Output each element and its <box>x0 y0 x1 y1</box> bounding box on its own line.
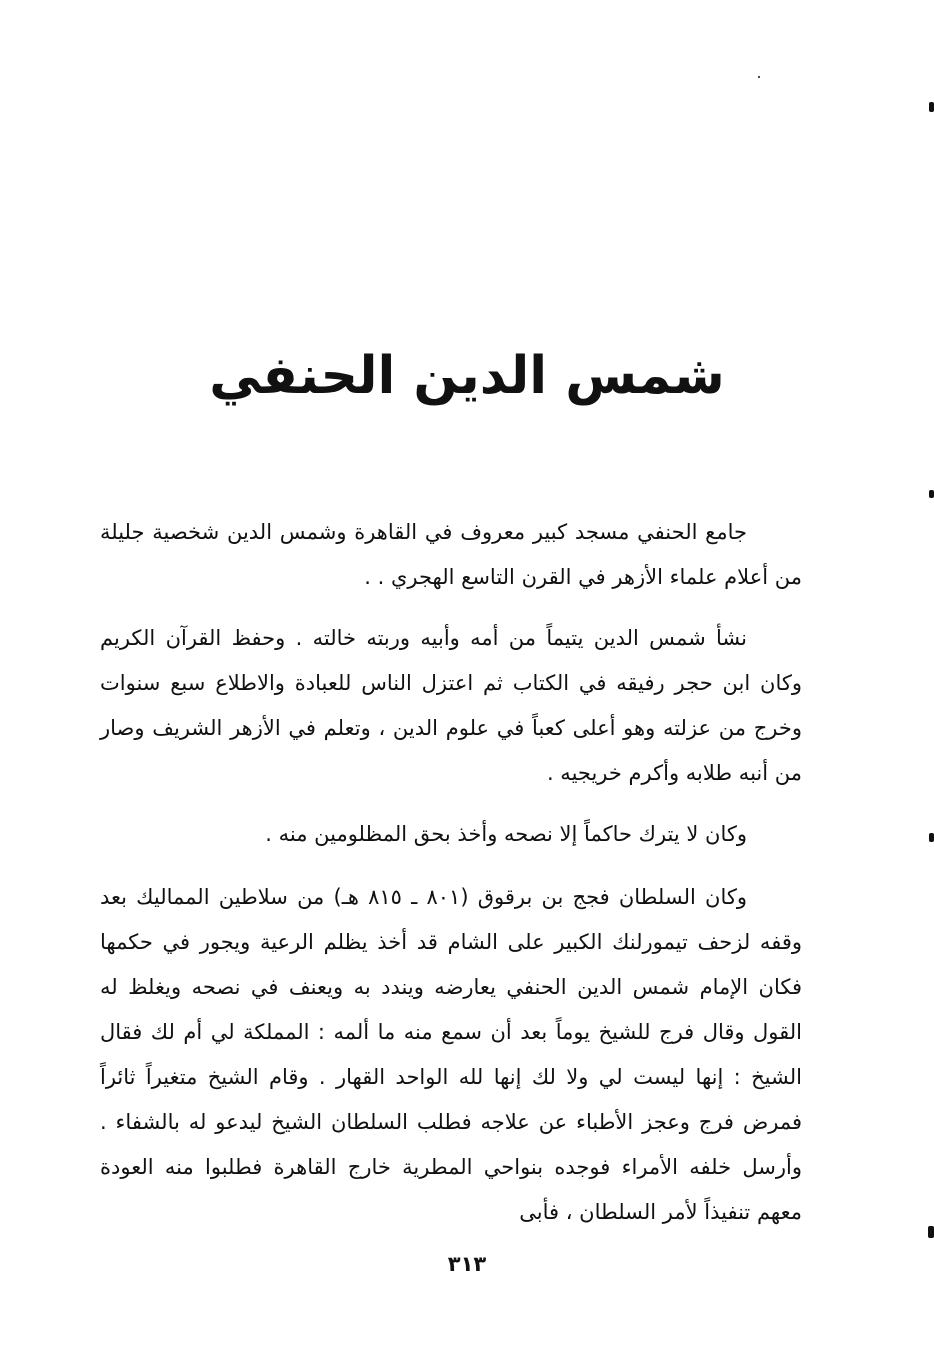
page-number: ٣١٣ <box>447 1252 487 1276</box>
body-text <box>100 510 802 1251</box>
paragraph: نشأ شمس الدين يتيماً من أمه وأبيه وربته خالته . وحفظ القرآن الكريم وكان ابن حجر رفيقه في الكتاب ثم اعتزل الناس للعبادة والاطلاع سبع سنوات وخرج من عزلته وهو أعلى كعباً في علوم الدين ، وتعلم في الأزهر الشريف وصار من أنبه طلابه وأكرم خريجيه . <box>100 626 802 785</box>
margin-mark <box>928 1226 934 1238</box>
margin-mark <box>929 102 934 112</box>
speck-mark <box>758 76 760 78</box>
paragraph: جامع الحنفي مسجد كبير معروف في القاهرة وشمس الدين شخصية جليلة من أعلام علماء الأزهر في القرن التاسع الهجري . . <box>100 520 802 589</box>
margin-mark <box>929 833 934 842</box>
paragraph: وكان لا يترك حاكماً إلا نصحه وأخذ بحق المظلومين منه . <box>265 822 747 846</box>
chapter-title: شمس الدين الحنفي <box>209 346 725 406</box>
paragraph: وكان السلطان فجج بن برقوق (٨٠١ ـ ٨١٥ هـ) من سلاطين المماليك بعد وقفه لزحف تيمورلنك الكبير على الشام قد أخذ يظلم الرعية ويجور في حكمها فكان الإمام شمس الدين الحنفي يعارضه ويندد به ويعنف في نصحه ويغلظ له القول وقال فرج للشيخ يوماً بعد أن سمع منه ما ألمه : المملكة لي أم لك فقال الشيخ : إنها ليست لي ولا لك إنها لله الواحد القهار . وقام الشيخ متغيراً ثائراً فمرض فرج وعجز الأطباء عن علاجه فطلب السلطان الشيخ ليدعو له بالشفاء . وأرسل خلفه الأمراء فوجده بنواحي المطرية خارج القاهرة فطلبوا منه العودة معهم تنفيذاً لأمر السلطان ، فأبى <box>100 885 802 1224</box>
margin-mark <box>929 490 934 498</box>
